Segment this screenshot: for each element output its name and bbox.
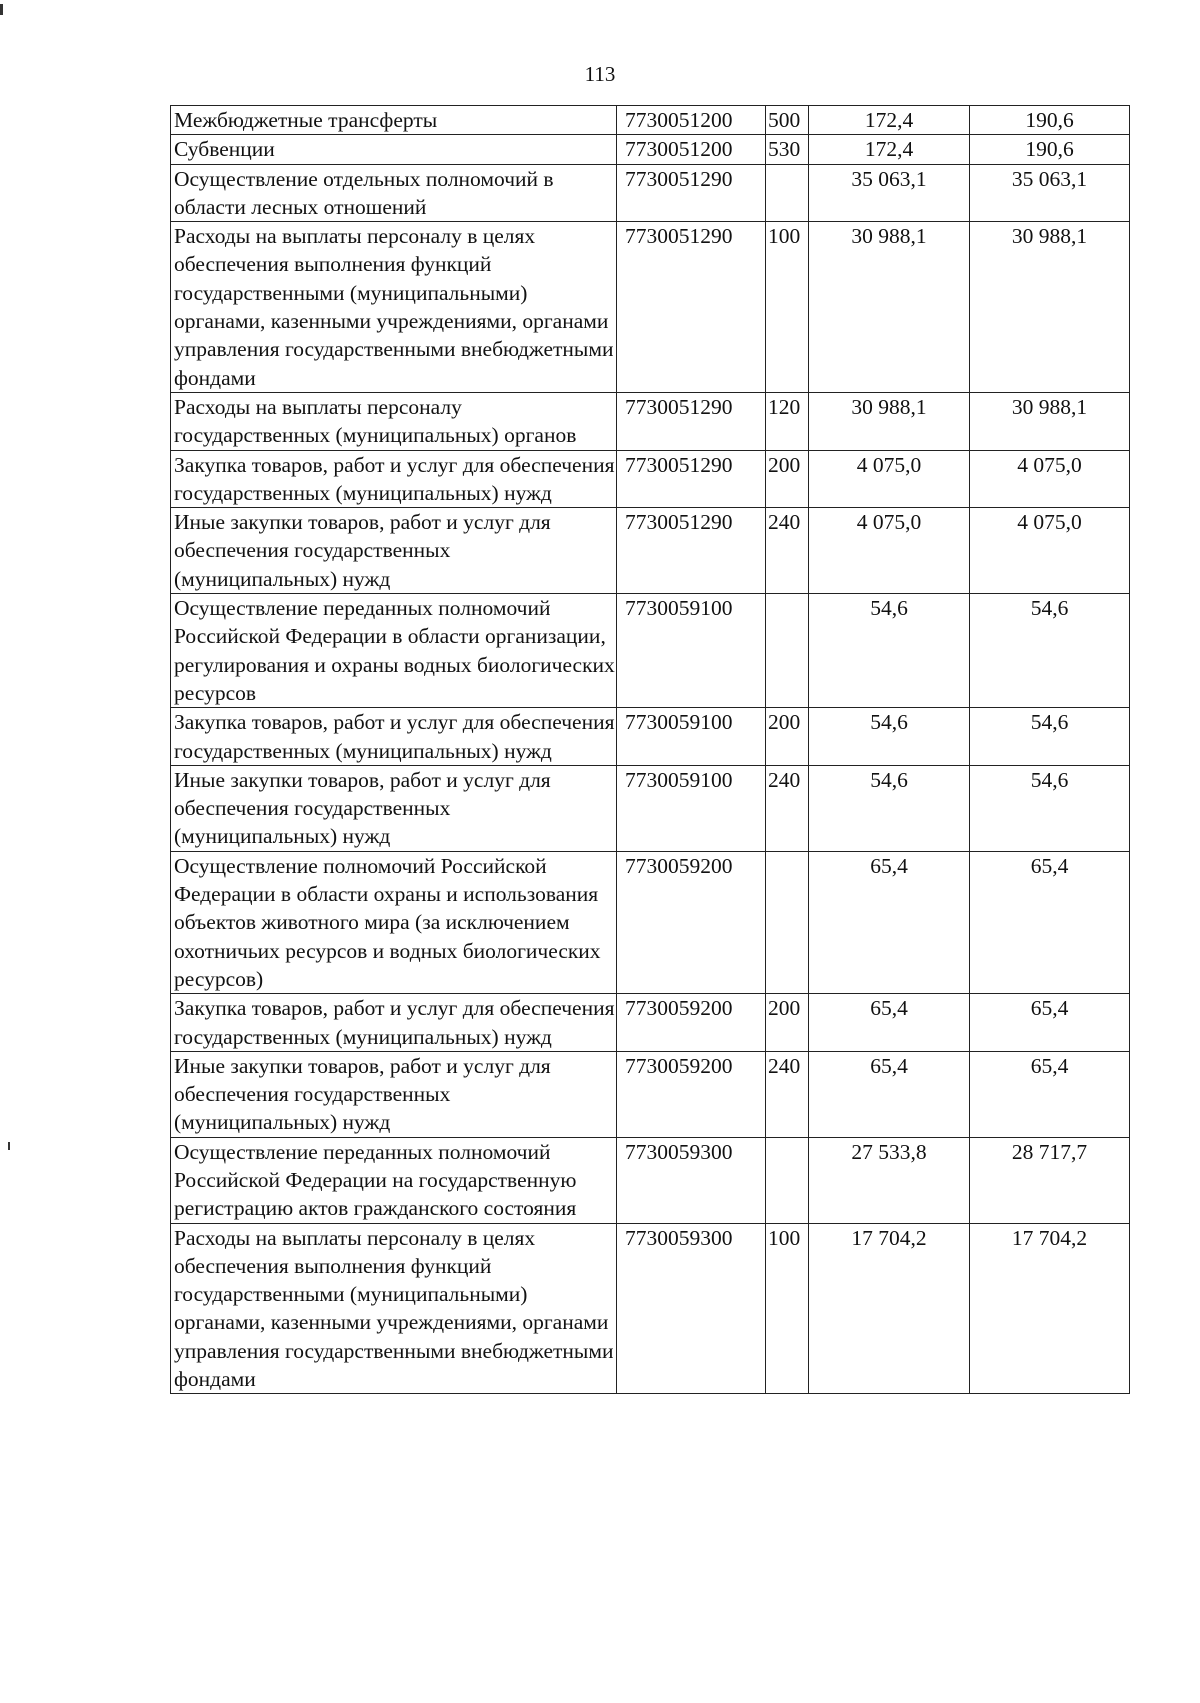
row-amount-year2-cell: 65,4 xyxy=(970,1051,1130,1137)
table-row xyxy=(171,594,1130,708)
table-row xyxy=(171,1137,1130,1223)
table-row xyxy=(171,106,1130,135)
row-expense-type-cell: 100 xyxy=(766,1223,809,1394)
table-row xyxy=(171,994,1130,1052)
row-amount-year1-cell: 30 988,1 xyxy=(809,222,970,393)
row-name-cell: Расходы на выплаты персоналу в целях обеспечения выполнения функций государственными (муниципальными) органами, казенными учреждениями, органами управления государственными внебюджетными фондами xyxy=(171,1223,617,1394)
row-amount-year1-cell: 172,4 xyxy=(809,106,970,135)
row-name-cell: Субвенции xyxy=(171,135,617,164)
row-csr-code-cell: 7730059100 xyxy=(617,765,766,851)
row-expense-type-cell xyxy=(766,594,809,708)
row-amount-year2-cell: 35 063,1 xyxy=(970,164,1130,222)
row-csr-code-cell: 7730059200 xyxy=(617,994,766,1052)
table-row xyxy=(171,708,1130,766)
table-row xyxy=(171,1051,1130,1137)
row-amount-year1-cell: 172,4 xyxy=(809,135,970,164)
scan-speck-left xyxy=(8,1142,10,1150)
row-amount-year1-cell: 65,4 xyxy=(809,1051,970,1137)
row-expense-type-cell: 200 xyxy=(766,708,809,766)
row-csr-code-cell: 7730059200 xyxy=(617,1051,766,1137)
row-expense-type-cell xyxy=(766,851,809,993)
row-name-cell: Иные закупки товаров, работ и услуг для обеспечения государственных (муниципальных) нужд xyxy=(171,765,617,851)
table-row xyxy=(171,765,1130,851)
page-number: 113 xyxy=(584,62,616,86)
table-row xyxy=(171,450,1130,508)
row-amount-year2-cell: 54,6 xyxy=(970,594,1130,708)
row-expense-type-cell xyxy=(766,1137,809,1223)
row-amount-year2-cell: 4 075,0 xyxy=(970,508,1130,594)
row-name-cell: Иные закупки товаров, работ и услуг для обеспечения государственных (муниципальных) нужд xyxy=(171,508,617,594)
row-amount-year1-cell: 65,4 xyxy=(809,994,970,1052)
row-amount-year1-cell: 27 533,8 xyxy=(809,1137,970,1223)
row-amount-year1-cell: 54,6 xyxy=(809,765,970,851)
table-row xyxy=(171,135,1130,164)
row-expense-type-cell: 200 xyxy=(766,450,809,508)
row-name-cell: Межбюджетные трансферты xyxy=(171,106,617,135)
row-amount-year1-cell: 30 988,1 xyxy=(809,392,970,450)
row-name-cell: Осуществление полномочий Российской Федерации в области охраны и использования объектов животного мира (за исключением охотничьих ресурсов и водных биологических ресурсов) xyxy=(171,851,617,993)
table-row xyxy=(171,164,1130,222)
row-csr-code-cell: 7730059300 xyxy=(617,1223,766,1394)
row-amount-year1-cell: 17 704,2 xyxy=(809,1223,970,1394)
row-csr-code-cell: 7730051200 xyxy=(617,106,766,135)
row-expense-type-cell xyxy=(766,164,809,222)
row-name-cell: Закупка товаров, работ и услуг для обеспечения государственных (муниципальных) нужд xyxy=(171,994,617,1052)
row-name-cell: Расходы на выплаты персоналу государственных (муниципальных) органов xyxy=(171,392,617,450)
row-amount-year1-cell: 65,4 xyxy=(809,851,970,993)
row-expense-type-cell: 500 xyxy=(766,106,809,135)
row-name-cell: Осуществление отдельных полномочий в области лесных отношений xyxy=(171,164,617,222)
row-name-cell: Закупка товаров, работ и услуг для обеспечения государственных (муниципальных) нужд xyxy=(171,708,617,766)
row-expense-type-cell: 240 xyxy=(766,765,809,851)
row-amount-year2-cell: 54,6 xyxy=(970,765,1130,851)
row-amount-year2-cell: 65,4 xyxy=(970,994,1130,1052)
row-amount-year2-cell: 54,6 xyxy=(970,708,1130,766)
table-row xyxy=(171,851,1130,993)
row-amount-year1-cell: 54,6 xyxy=(809,594,970,708)
row-amount-year2-cell: 65,4 xyxy=(970,851,1130,993)
row-amount-year2-cell: 190,6 xyxy=(970,106,1130,135)
row-amount-year1-cell: 4 075,0 xyxy=(809,508,970,594)
row-expense-type-cell: 120 xyxy=(766,392,809,450)
budget-table xyxy=(170,105,1130,1394)
row-name-cell: Закупка товаров, работ и услуг для обеспечения государственных (муниципальных) нужд xyxy=(171,450,617,508)
row-expense-type-cell: 200 xyxy=(766,994,809,1052)
row-expense-type-cell: 100 xyxy=(766,222,809,393)
table-row xyxy=(171,222,1130,393)
row-csr-code-cell: 7730059100 xyxy=(617,708,766,766)
row-amount-year1-cell: 4 075,0 xyxy=(809,450,970,508)
row-amount-year1-cell: 54,6 xyxy=(809,708,970,766)
row-amount-year2-cell: 17 704,2 xyxy=(970,1223,1130,1394)
row-csr-code-cell: 7730059300 xyxy=(617,1137,766,1223)
table-row xyxy=(171,1223,1130,1394)
row-amount-year1-cell: 35 063,1 xyxy=(809,164,970,222)
row-name-cell: Иные закупки товаров, работ и услуг для обеспечения государственных (муниципальных) нужд xyxy=(171,1051,617,1137)
scan-speck-top xyxy=(0,4,3,15)
row-csr-code-cell: 7730059200 xyxy=(617,851,766,993)
row-csr-code-cell: 7730051200 xyxy=(617,135,766,164)
row-amount-year2-cell: 190,6 xyxy=(970,135,1130,164)
row-expense-type-cell: 530 xyxy=(766,135,809,164)
row-csr-code-cell: 7730059100 xyxy=(617,594,766,708)
row-name-cell: Осуществление переданных полномочий Российской Федерации на государственную регистрацию актов гражданского состояния xyxy=(171,1137,617,1223)
row-expense-type-cell: 240 xyxy=(766,1051,809,1137)
row-csr-code-cell: 7730051290 xyxy=(617,450,766,508)
row-amount-year2-cell: 30 988,1 xyxy=(970,392,1130,450)
row-csr-code-cell: 7730051290 xyxy=(617,392,766,450)
row-csr-code-cell: 7730051290 xyxy=(617,164,766,222)
table-row xyxy=(171,392,1130,450)
row-csr-code-cell: 7730051290 xyxy=(617,222,766,393)
row-name-cell: Расходы на выплаты персоналу в целях обеспечения выполнения функций государственными (муниципальными) органами, казенными учреждениями, органами управления государственными внебюджетными фондами xyxy=(171,222,617,393)
table-body xyxy=(171,106,1130,1394)
row-csr-code-cell: 7730051290 xyxy=(617,508,766,594)
row-expense-type-cell: 240 xyxy=(766,508,809,594)
row-amount-year2-cell: 28 717,7 xyxy=(970,1137,1130,1223)
table-row xyxy=(171,508,1130,594)
row-amount-year2-cell: 4 075,0 xyxy=(970,450,1130,508)
row-amount-year2-cell: 30 988,1 xyxy=(970,222,1130,393)
row-name-cell: Осуществление переданных полномочий Российской Федерации в области организации, регулирования и охраны водных биологических ресурсов xyxy=(171,594,617,708)
